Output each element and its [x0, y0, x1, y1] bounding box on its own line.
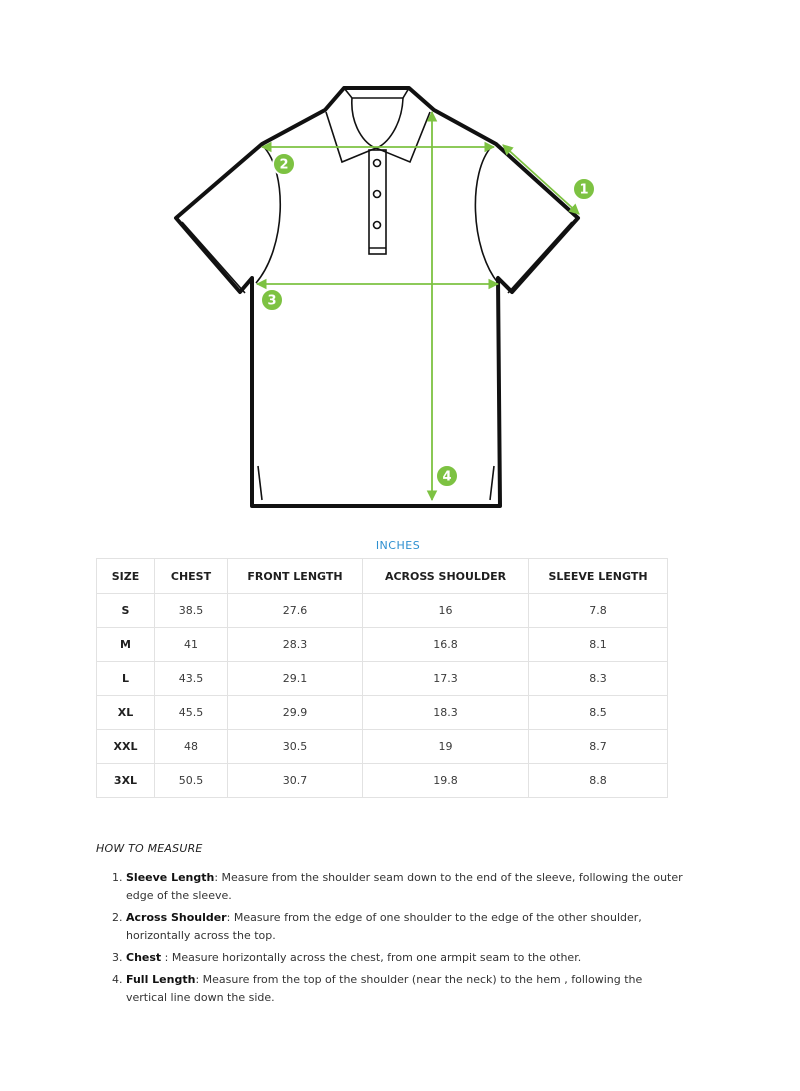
- list-item: [126, 869, 686, 905]
- chest-cell: 38.5: [155, 594, 228, 628]
- marker-4: [436, 465, 458, 487]
- across-shoulder-cell: 17.3: [363, 662, 529, 696]
- units-label: INCHES: [375, 539, 421, 552]
- description: Measure horizontally across the chest, from one armpit seam to the other.: [171, 951, 582, 964]
- list-item: [126, 909, 686, 945]
- marker-3: [261, 289, 283, 311]
- front-length-cell: 28.3: [228, 628, 363, 662]
- table-header-row: [97, 559, 668, 594]
- table-row: [97, 696, 668, 730]
- how-to-measure-title: HOW TO MEASURE: [96, 842, 203, 855]
- size-cell: L: [97, 662, 155, 696]
- header-across-shoulder: ACROSS SHOULDER: [363, 559, 529, 594]
- chest-cell: 41: [155, 628, 228, 662]
- table-row: [97, 628, 668, 662]
- table-row: [97, 730, 668, 764]
- how-to-measure-list: [96, 869, 686, 1011]
- size-cell: S: [97, 594, 155, 628]
- description: Measure from the shoulder seam down to the end of the sleeve, following the outer edge of the sleeve.: [126, 871, 683, 902]
- description: Measure from the edge of one shoulder to the edge of the other shoulder, horizontally across the top.: [126, 911, 642, 942]
- term-across-shoulder: Across Shoulder: [126, 911, 227, 924]
- across-shoulder-cell: 19.8: [363, 764, 529, 798]
- sleeve-length-cell: 8.5: [529, 696, 668, 730]
- size-cell: XXL: [97, 730, 155, 764]
- description: Measure from the top of the shoulder (near the neck) to the hem , following the vertical line down the side.: [126, 973, 643, 1004]
- size-chart-table: [96, 558, 668, 798]
- sleeve-length-cell: 8.1: [529, 628, 668, 662]
- marker-1-number: 1: [579, 182, 589, 198]
- across-shoulder-cell: 16: [363, 594, 529, 628]
- marker-2-number: 2: [279, 157, 289, 173]
- sleeve-length-cell: 8.7: [529, 730, 668, 764]
- front-length-cell: 27.6: [228, 594, 363, 628]
- size-cell: XL: [97, 696, 155, 730]
- chest-cell: 45.5: [155, 696, 228, 730]
- chest-cell: 43.5: [155, 662, 228, 696]
- marker-3-number: 3: [267, 293, 277, 309]
- term-sleeve-length: Sleeve Length: [126, 871, 215, 884]
- marker-1: [573, 178, 595, 200]
- term-separator: :: [214, 871, 222, 884]
- sleeve-length-cell: 8.8: [529, 764, 668, 798]
- across-shoulder-cell: 16.8: [363, 628, 529, 662]
- header-chest: CHEST: [155, 559, 228, 594]
- front-length-cell: 29.9: [228, 696, 363, 730]
- chest-cell: 48: [155, 730, 228, 764]
- list-item: [126, 971, 686, 1007]
- term-separator: :: [195, 973, 203, 986]
- header-front-length: FRONT LENGTH: [228, 559, 363, 594]
- term-chest: Chest: [126, 951, 162, 964]
- table-row: [97, 662, 668, 696]
- header-sleeve-length: SLEEVE LENGTH: [529, 559, 668, 594]
- term-full-length: Full Length: [126, 973, 196, 986]
- header-size: SIZE: [97, 559, 155, 594]
- front-length-cell: 29.1: [228, 662, 363, 696]
- polo-shirt-diagram: [0, 0, 800, 520]
- table-row: [97, 764, 668, 798]
- size-cell: M: [97, 628, 155, 662]
- term-separator: :: [226, 911, 234, 924]
- marker-4-number: 4: [442, 469, 452, 485]
- list-item: [126, 949, 686, 967]
- sleeve-length-cell: 8.3: [529, 662, 668, 696]
- table-row: [97, 594, 668, 628]
- across-shoulder-cell: 18.3: [363, 696, 529, 730]
- term-separator: :: [161, 951, 172, 964]
- front-length-cell: 30.5: [228, 730, 363, 764]
- front-length-cell: 30.7: [228, 764, 363, 798]
- across-shoulder-cell: 19: [363, 730, 529, 764]
- size-cell: 3XL: [97, 764, 155, 798]
- marker-2: [273, 153, 295, 175]
- chest-cell: 50.5: [155, 764, 228, 798]
- sleeve-length-cell: 7.8: [529, 594, 668, 628]
